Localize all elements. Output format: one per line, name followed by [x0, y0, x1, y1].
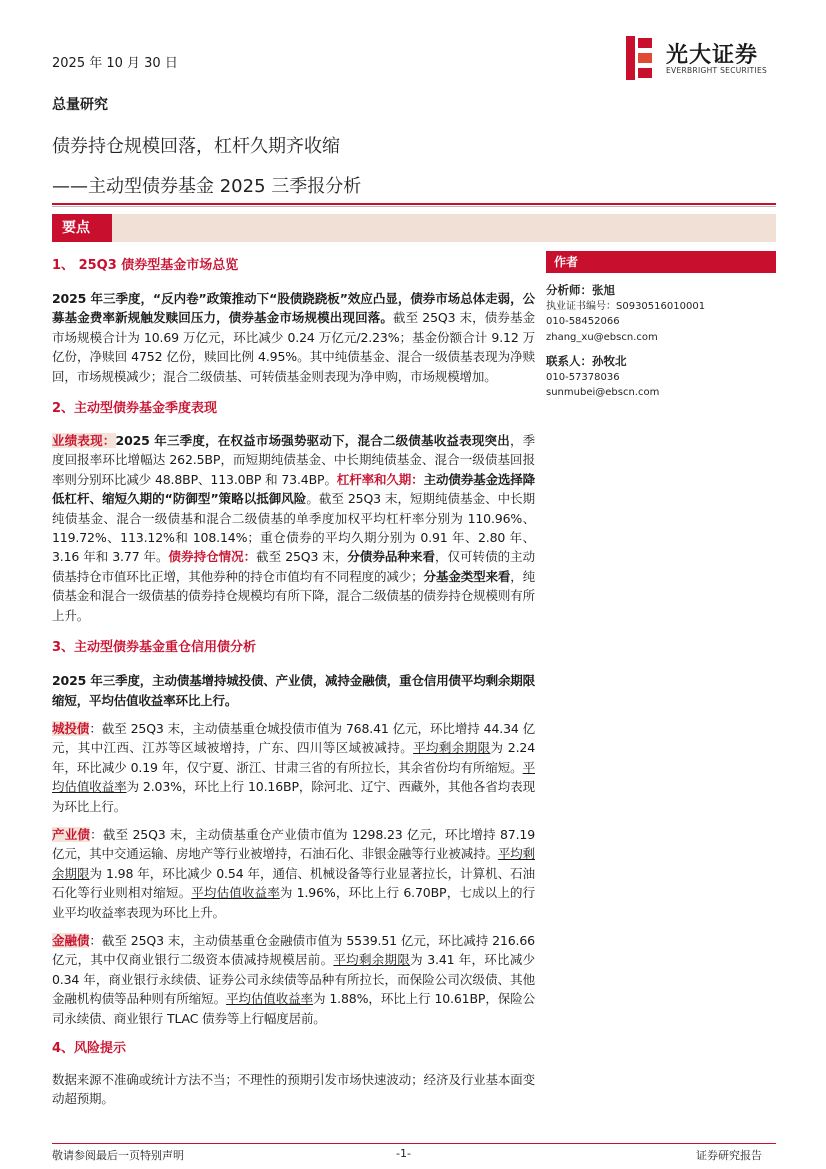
tag-industry: 产业债 [52, 826, 91, 842]
section-heading-1: 1、 25Q3 债券型基金市场总览 [52, 258, 239, 273]
title-divider-thin [52, 206, 776, 207]
industry-maturity-label: 平均剩余期限 [52, 846, 535, 881]
s2-text-2: 。截至 25Q3 末，短期纯债基金、中长期纯债基金、混合一级债基和混合二级债基的单季度加权平均杠杆率分别为 110.96%、119.72%、113.12%和 108.14%；重仓债券的平均久期分别为 0.91 年、2.80 年、3.16 年和 3.77 年。 [52, 491, 535, 565]
s2-text-5: ，纯债基金和混合一级债基的债券持仓规模均有所下降，混合二级债基的债券持仓规模则有所上升。 [52, 568, 535, 623]
summary-label: 要点 [52, 214, 112, 242]
s2-text-3: 截至 25Q3 末， [256, 549, 348, 565]
contact-phone: 010-57378036 [546, 371, 620, 383]
sidebar-label: 作者 [546, 251, 776, 273]
footer-report-type: 证券研究报告 [696, 1149, 762, 1162]
logo-english-name: EVERBRIGHT SECURITIES [666, 66, 768, 75]
summary-band [52, 214, 776, 242]
author-info [546, 283, 776, 401]
section-heading-2: 2、主动型债券基金季度表现 [52, 401, 218, 417]
s3-lead-text: 2025 年三季度，主动债基增持城投债、产业债，减持金融债，重仓信用债平均剩余期限缩短，平均估值收益率环比上行。 [52, 673, 535, 708]
section-heading-3: 3、主动型债券基金重仓信用债分析 [52, 640, 257, 656]
s1-body: 截至 25Q3 末，债券基金市场规模合计为 10.69 万亿元，环比减少 0.24 万亿元/2.23%；基金份额合计 9.12 万亿份，净赎回 4752 亿份，赎回比例 4.95%。其中纯债基金、混合一级债基表现为净赎回，市场规模减少；混合二级债基、可转债基金则表现为净申购，市场规模增加。 [52, 310, 535, 384]
contact-email[interactable]: sunmubei@ebscn.com [546, 387, 660, 398]
analyst-phone: 010-58452066 [546, 316, 620, 327]
analyst-email[interactable]: zhang_xu@ebscn.com [546, 331, 658, 343]
s2-bold-2: 主动债券基金选择降低杠杆、缩短久期的“防御型”策略以抵御风险 [52, 471, 536, 507]
industry-text-3: 为 1.96%，环比上行 6.70BP，七成以上的行业平均收益率表现为环比上升。 [52, 885, 535, 920]
financial-text-1: ：截至 25Q3 末，主动债基重仓金融债市值为 5539.51 亿元，环比减持 216.66 亿元，其中仅商业银行二级资本债减持规模居前。 [52, 932, 535, 968]
company-logo [626, 36, 786, 82]
s2-text-4: ，仅可转债的主动债基持仓市值环比正增，其他券种的持仓市值均有不同程度的减少； [52, 549, 535, 584]
logo-chinese-name: 光大证券 [666, 43, 759, 68]
title-divider [52, 203, 776, 205]
financial-paragraph [52, 931, 535, 1028]
section-2-paragraph [52, 431, 535, 625]
analyst-license: 执业证书编号：S0930516010001 [546, 300, 706, 312]
report-subtitle: ——主动型债券基金 2025 三季报分析 [52, 176, 362, 197]
chengtou-maturity-label: 平均剩余期限 [413, 740, 491, 756]
s2-bold-3: 分债券品种来看 [347, 549, 435, 565]
contact-name: 联系人：孙牧北 [546, 354, 627, 368]
chengtou-text-3: 为 2.03%，环比上行 10.16BP，除河北、辽宁、西藏外，其他各省均表现为环比上行。 [52, 779, 535, 814]
financial-maturity-label: 平均剩余期限 [333, 952, 411, 968]
main-content [52, 257, 535, 1109]
report-date: 2025 年 10 月 30 日 [52, 56, 178, 71]
section-1-paragraph [52, 289, 535, 386]
report-category: 总量研究 [52, 97, 108, 113]
footer-disclaimer: 敬请参阅最后一页特别声明 [52, 1149, 184, 1162]
analyst-name: 分析师：张旭 [546, 283, 615, 297]
chengtou-yield-label: 平均估值收益率 [52, 759, 535, 795]
author-sidebar [546, 251, 776, 401]
s2-bold-4: 分基金类型来看 [423, 568, 511, 584]
financial-yield-label: 平均估值收益率 [226, 991, 314, 1007]
section-3-lead [52, 671, 535, 710]
s2-text-1: ，季度回报率环比增幅达 262.5BP，而短期纯债基金、中长期纯债基金、混合一级债基回报率则分别环比减少 48.8BP、113.0BP 和 73.4BP。 [52, 433, 535, 487]
tag-chengtou: 城投债 [52, 720, 90, 736]
s1-lead: 2025 年三季度，“反内卷”政策推动下“股债跷跷板”效应凸显，债券市场总体走弱，公募基金费率新规触发赎回压力，债券基金市场规模出现回落。 [52, 291, 535, 326]
industry-yield-label: 平均估值收益率 [191, 885, 280, 901]
industry-text-2: 为 1.98 年，环比减少 0.54 年，通信、机械设备等行业显著拉长，计算机、石油石化等行业则相对缩短。 [52, 865, 535, 901]
tag-holdings: 债券持仓情况： [168, 549, 257, 565]
financial-text-2: 为 3.41 年，环比减少 0.34 年，商业银行永续债、证券公司永续债等品种有所拉长，而保险公司次级债、其他金融机构债等品种则有所缩短。 [52, 952, 535, 1007]
tag-leverage-duration: 杠杆率和久期： [336, 471, 424, 487]
industry-paragraph [52, 825, 535, 922]
risk-paragraph: 数据来源不准确或统计方法不当；不理性的预期引发市场快速波动；经济及行业基本面变动超预期。 [52, 1072, 535, 1107]
financial-text-3: 为 1.88%，环比上行 10.61BP，保险公司永续债、商业银行 TLAC 债券等上行幅度居前。 [52, 991, 536, 1026]
s2-bold-1: 2025 年三季度，在权益市场强势驱动下，混合二级债基收益表现突出 [115, 433, 510, 449]
footer-divider [52, 1143, 776, 1144]
tag-financial: 金融债 [52, 932, 90, 948]
section-heading-4: 4、风险提示 [52, 1041, 127, 1056]
page-number: -1- [396, 1147, 411, 1160]
tag-performance: 业绩表现： [52, 433, 116, 449]
chengtou-paragraph [52, 719, 535, 816]
report-title: 债券持仓规模回落，杠杆久期齐收缩 [52, 136, 340, 157]
chengtou-text-2: 为 2.24 年，环比减少 0.19 年，仅宁夏、浙江、甘肃三省的有所拉长，其余省份均有所缩短。 [52, 740, 535, 775]
everbright-logo-icon [626, 36, 654, 80]
chengtou-text-1: ：截至 25Q3 末，主动债基重仓城投债市值为 768.41 亿元，环比增持 44.34 亿元，其中江西、江苏等区域被增持，广东、四川等区域被减持。 [52, 720, 535, 756]
industry-text-1: ：截至 25Q3 末，主动债基重仓产业债市值为 1298.23 亿元，环比增持 87.19 亿元，其中交通运输、房地产等行业被增持，石油石化、非银金融等行业被减持。 [52, 826, 535, 862]
